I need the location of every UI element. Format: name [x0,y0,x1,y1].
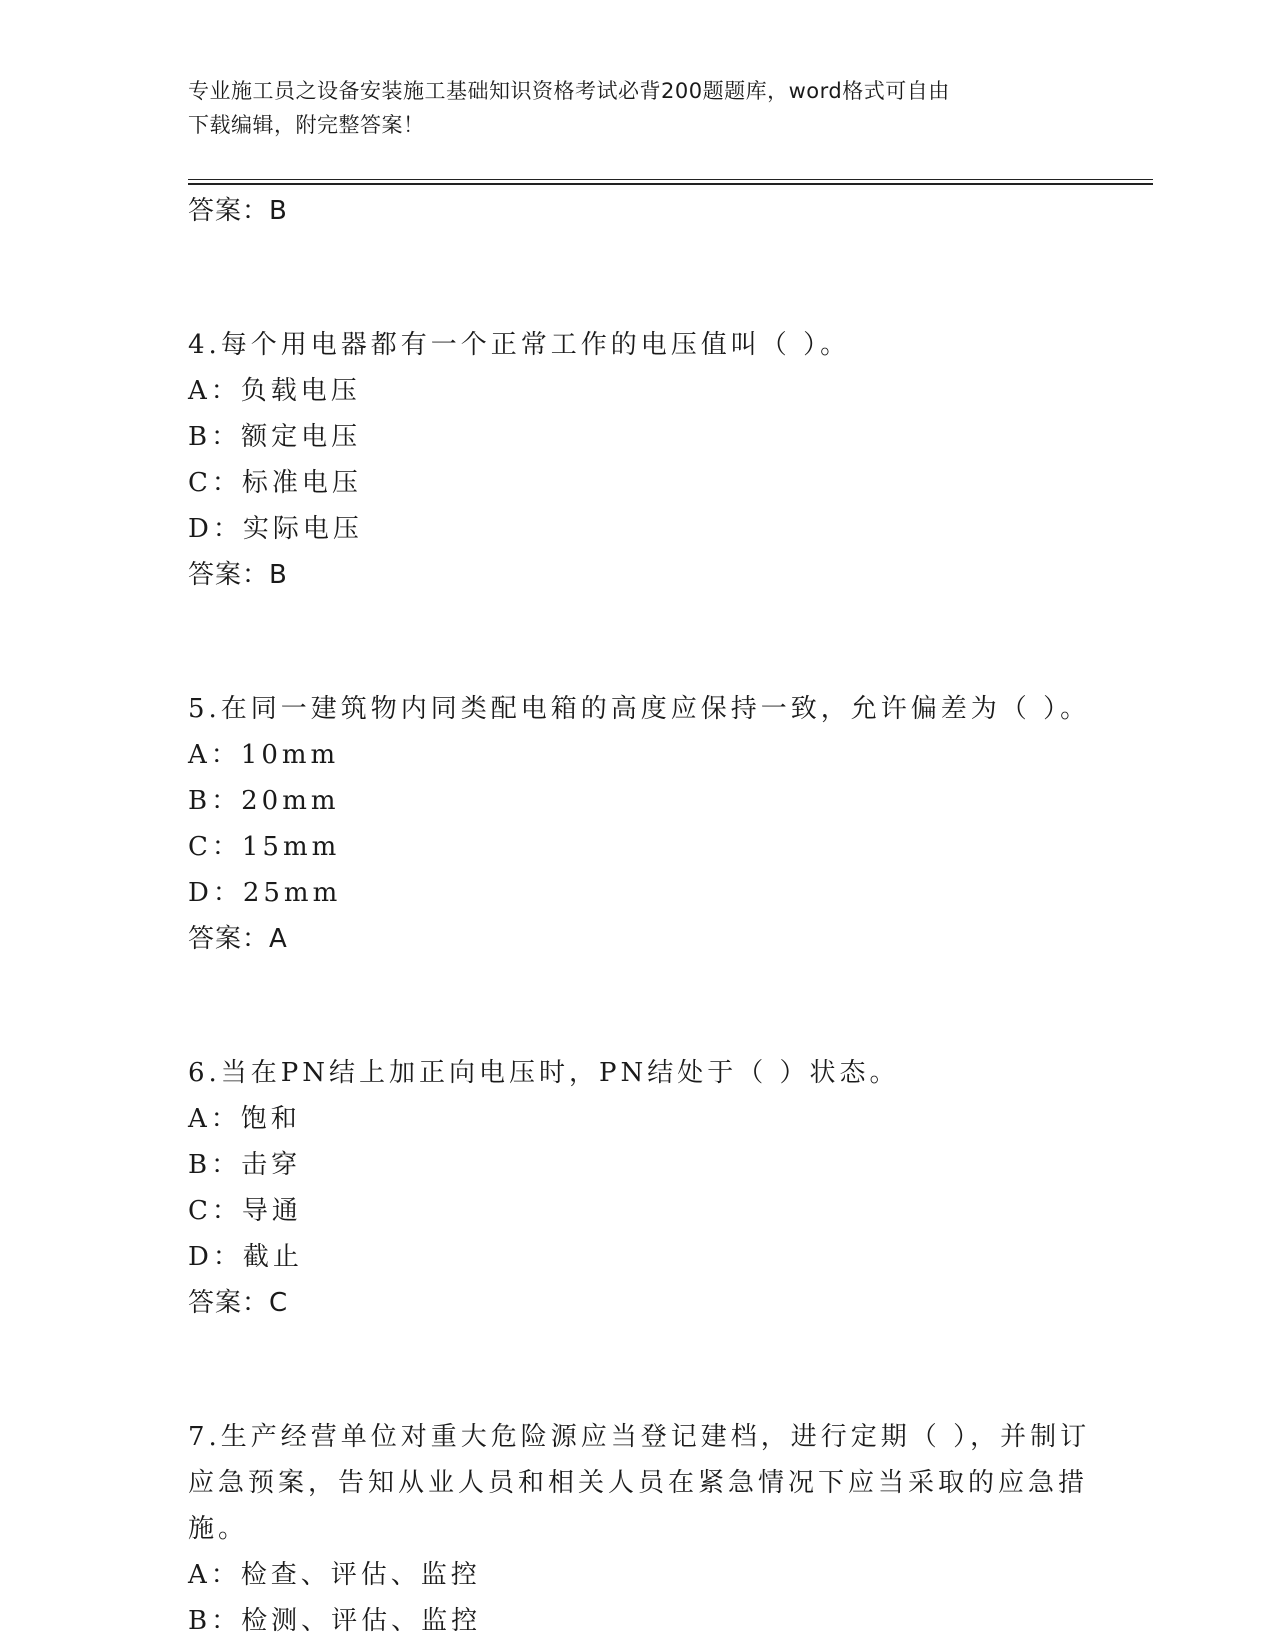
answer-label: 答案：B [188,196,288,226]
answer-label: 答案：C [188,1288,289,1318]
header-line-1: 专业施工员之设备安装施工基础知识资格考试必背200题题库，word格式可自由 [188,79,950,103]
option-d: D：截止 [188,1242,303,1272]
question-text-line-1: 7.生产经营单位对重大危险源应当登记建档，进行定期（ ），并制订 [188,1422,1091,1452]
question-text: 5.在同一建筑物内同类配电箱的高度应保持一致，允许偏差为（ ）。 [188,694,1091,724]
option-d: D：25mm [188,878,342,908]
option-b: B：20mm [188,786,340,816]
document-header [188,74,1068,142]
question-text: 6.当在PN结上加正向电压时，PN结处于（ ）状态。 [188,1058,900,1088]
option-a: A：检查、评估、监控 [188,1560,481,1590]
option-c: C：15mm [188,832,341,862]
question-block-6 [188,1050,1088,1326]
option-b: B：击穿 [188,1150,302,1180]
question-text-line-2: 应急预案，告知从业人员和相关人员在紧急情况下应当采取的应急措 [188,1468,1089,1498]
answer-label: 答案：A [188,924,288,954]
option-a: A：饱和 [188,1104,301,1134]
question-block-4 [188,322,1088,598]
header-line-2: 下载编辑，附完整答案！ [188,113,425,137]
option-d: D：实际电压 [188,514,363,544]
answer-label: 答案：B [188,560,288,590]
question-text: 4.每个用电器都有一个正常工作的电压值叫（ ）。 [188,330,851,360]
question-list [188,188,1091,1644]
option-b: B：检测、评估、监控 [188,1606,482,1636]
header-divider-thick [188,183,1153,185]
option-b: B：额定电压 [188,422,362,452]
header-divider-thin [188,179,1153,180]
option-c: C：导通 [188,1196,302,1226]
question-text-line-3: 施。 [188,1514,249,1544]
question-block-5 [188,686,1091,962]
option-c: C：标准电压 [188,468,362,498]
option-a: A：10mm [188,740,340,770]
option-a: A：负载电压 [188,376,361,406]
question-block-7 [188,1414,1091,1644]
